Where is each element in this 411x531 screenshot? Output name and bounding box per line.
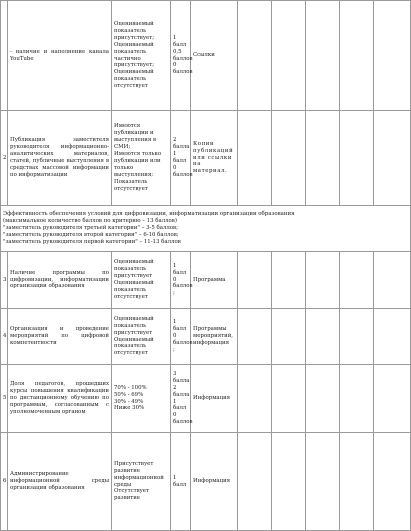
- source-cell: [191, 252, 238, 309]
- source-text: Копии публикаций или ссылки на материал.: [193, 140, 234, 175]
- indicator-line: 50% - 69%: [114, 391, 144, 398]
- table-row: [1, 111, 411, 206]
- row-number: 6: [1, 433, 8, 531]
- criterion-text: - наличие и наполнение канала YouTube: [10, 48, 109, 62]
- points-line: 1 балл: [173, 34, 187, 48]
- empty-cell: [340, 433, 374, 531]
- points-cell: [171, 1, 191, 111]
- source-cell: [191, 433, 238, 531]
- empty-cell: [340, 111, 374, 206]
- points-line: 0 баллов: [173, 333, 193, 346]
- empty-cell: [306, 433, 340, 531]
- empty-cell: [272, 1, 306, 111]
- section-summary: [1, 206, 411, 252]
- source-text: Информация: [193, 395, 231, 402]
- empty-cell: [306, 252, 340, 309]
- points-cell: [171, 433, 191, 531]
- row-number: 3: [1, 252, 8, 309]
- indicator-line: Оцениваемый показатель частично присутствует;: [114, 41, 155, 69]
- criterion-cell: [8, 111, 112, 206]
- points-cell: [171, 309, 191, 365]
- empty-cell: [374, 365, 411, 433]
- indicator-line: Показатель отсутствует: [114, 178, 148, 192]
- indicator-cell: [112, 1, 171, 111]
- empty-cell: [306, 1, 340, 111]
- criterion-text: Публикация заместителя руководителя информационно-аналитических материалов, статей, публичные выступления в средствах массовой информации по информатизации: [10, 137, 109, 178]
- source-text: Программа: [193, 276, 226, 283]
- criterion-text: Доля педагогов, прошедших курсы повышения квалификации по дистанционному обучению по программам, согласованным с уполномоченным органом: [10, 381, 109, 415]
- indicator-line: Оцениваемый показатель отсутствует: [114, 336, 154, 357]
- criterion-cell: [8, 252, 112, 309]
- indicator-line: 30% - 49%: [114, 398, 144, 405]
- empty-cell: [272, 433, 306, 531]
- points-line: 0 баллов: [173, 164, 193, 178]
- row-number: 2: [1, 111, 8, 206]
- table-row: [1, 365, 411, 433]
- indicator-line: Оцениваемый показатель присутствует: [114, 259, 154, 280]
- empty-cell: [238, 309, 272, 365]
- indicator-cell: [112, 433, 171, 531]
- points-line: 1 балл: [173, 474, 187, 488]
- source-cell: [191, 111, 238, 206]
- empty-cell: [272, 309, 306, 365]
- indicator-line: Ниже 30%: [114, 405, 145, 412]
- table-row: [1, 1, 411, 111]
- indicator-line: Оцениваемый показатель отсутствует: [114, 280, 154, 300]
- empty-cell: [374, 309, 411, 365]
- indicator-line: 70% - 100%: [114, 384, 147, 391]
- table-row: [1, 433, 411, 531]
- points-cell: [171, 111, 191, 206]
- empty-cell: [272, 365, 306, 433]
- source-text: Ссылки: [193, 52, 215, 59]
- summary-line: "заместитель руководителя второй категории" – 6-10 баллов;: [3, 231, 179, 238]
- points-line: 0 баллов: [173, 412, 193, 426]
- source-text: Информация: [193, 478, 231, 485]
- indicator-line: Имеются только публикации или только выступления;: [114, 151, 162, 178]
- empty-cell: [374, 111, 411, 206]
- section-summary-row: [1, 206, 411, 252]
- points-line: 1 балл: [173, 398, 187, 412]
- source-text: Программы мероприятий, информация: [193, 326, 233, 346]
- empty-cell: [374, 1, 411, 111]
- points-line: 0 баллов: [173, 276, 193, 290]
- criterion-text: Администрирование информационной среды организации образования: [10, 471, 109, 491]
- source-cell: [191, 365, 238, 433]
- criterion-text: Организация и проведение мероприятий по цифровой компетентности: [10, 326, 109, 346]
- indicator-cell: [112, 111, 171, 206]
- criterion-cell: [8, 1, 112, 111]
- points-cell: [171, 252, 191, 309]
- points-line: ;: [173, 290, 175, 297]
- indicator-cell: [112, 252, 171, 309]
- empty-cell: [306, 111, 340, 206]
- criterion-cell: [8, 309, 112, 365]
- empty-cell: [238, 1, 272, 111]
- source-cell: [191, 309, 238, 365]
- empty-cell: [306, 365, 340, 433]
- summary-line: "заместитель руководителя первой категории" – 11-13 баллов: [3, 238, 181, 245]
- points-line: 1 балл: [173, 319, 187, 333]
- empty-cell: [374, 433, 411, 531]
- points-line: 2 балла: [173, 137, 190, 151]
- summary-line: "заместитель руководителя третьей категории" – 3-5 баллов;: [3, 225, 178, 232]
- empty-cell: [306, 309, 340, 365]
- empty-cell: [238, 365, 272, 433]
- source-cell: [191, 1, 238, 111]
- indicator-line: Отсутствует развитие: [114, 488, 149, 502]
- indicator-line: Оцениваемый показатель присутствует;: [114, 20, 155, 41]
- empty-cell: [340, 309, 374, 365]
- empty-cell: [340, 1, 374, 111]
- criterion-cell: [8, 365, 112, 433]
- row-number: [1, 1, 8, 111]
- summary-line: Эффективность обеспечения условий для цифровизации, информатизации организации образования: [3, 211, 295, 218]
- points-line: 0 баллов: [173, 62, 193, 76]
- indicator-line: Оцениваемый показатель отсутствует: [114, 69, 154, 90]
- empty-cell: [238, 252, 272, 309]
- points-line: 1 балл: [173, 262, 187, 276]
- indicator-line: Оцениваемый показатель присутствует: [114, 315, 154, 336]
- summary-line: (максимальное количество баллов по критерию – 13 баллов): [3, 218, 177, 225]
- table-row: [1, 309, 411, 365]
- table-row: [1, 252, 411, 309]
- empty-cell: [272, 252, 306, 309]
- row-number: 5: [1, 365, 8, 433]
- empty-cell: [238, 433, 272, 531]
- indicator-line: Присутствует развитие информационной среды: [114, 460, 164, 488]
- empty-cell: [238, 111, 272, 206]
- points-line: 0,5 баллов: [173, 48, 193, 62]
- points-cell: [171, 365, 191, 433]
- criterion-cell: [8, 433, 112, 531]
- indicator-line: Имеются публикации и выступления в СМИ;: [114, 123, 157, 151]
- empty-cell: [272, 111, 306, 206]
- points-line: 2 балла: [173, 384, 190, 398]
- indicator-cell: [112, 309, 171, 365]
- empty-cell: [340, 365, 374, 433]
- criterion-text: Наличие программы по цифровизации, информатизации организации образования: [10, 269, 109, 290]
- empty-cell: [374, 252, 411, 309]
- points-line: 1 балл: [173, 151, 187, 164]
- points-line: ;: [173, 346, 175, 353]
- points-line: 3 балла: [173, 370, 190, 384]
- empty-cell: [340, 252, 374, 309]
- indicator-cell: [112, 365, 171, 433]
- row-number: 4: [1, 309, 8, 365]
